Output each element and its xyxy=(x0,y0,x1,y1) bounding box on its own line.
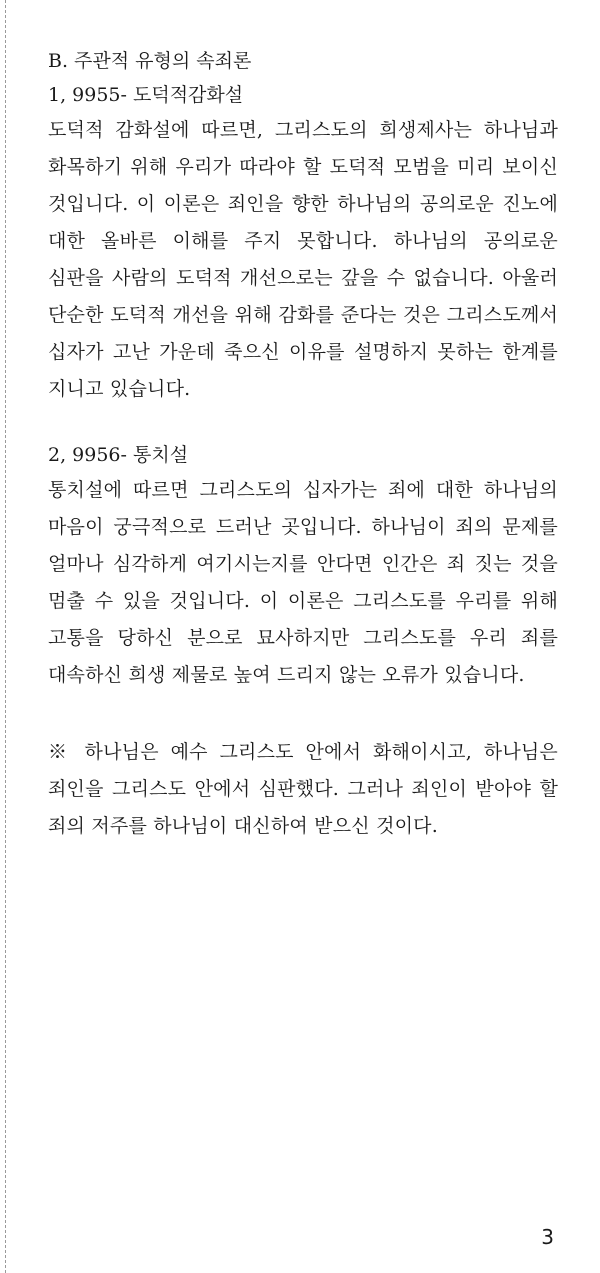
section-heading: B. 주관적 유형의 속죄론 xyxy=(48,50,252,72)
item-heading-moral-influence: 1, 9955- 도덕적감화설 xyxy=(48,84,244,106)
left-margin-rule xyxy=(5,0,6,1273)
paragraph-spacer xyxy=(48,408,558,438)
item-body-moral-influence: 도덕적 감화설에 따르면, 그리스도의 희생제사는 하나님과 화목하기 위해 우리가 따라야 할 도덕적 모범을 미리 보이신 것입니다. 이 이론은 죄인을 향한 하나님의 공의로운 진노에 대한 올바른 이해를 주지 못합니다. 하나님의 공의로운 심판을 사람의 도덕적 개선으로는 갚을 수 없습니다. 아울러 단순한 도덕적 개선을 위해 감화를 준다는 것은 그리스도께서 십자가 고난 가운데 죽으신 이유를 설명하지 못하는 한계를 지니고 있습니다. xyxy=(48,119,558,400)
document-page xyxy=(48,44,558,845)
paragraph-spacer xyxy=(48,694,558,734)
item-heading-governmental: 2, 9956- 통치설 xyxy=(48,444,189,466)
note-paragraph: ※ 하나님은 예수 그리스도 안에서 화해이시고, 하나님은 죄인을 그리스도 안에서 심판했다. 그러나 죄인이 받아야 할 죄의 저주를 하나님이 대신하여 받으신 것이다. xyxy=(48,741,558,837)
item-body-governmental: 통치설에 따르면 그리스도의 십자가는 죄에 대한 하나님의 마음이 궁극적으로 드러난 곳입니다. 하나님이 죄의 문제를 얼마나 심각하게 여기시는지를 안다면 인간은 죄 짓는 것을 멈출 수 있을 것입니다. 이 이론은 그리스도를 우리를 위해 고통을 당하신 분으로 묘사하지만 그리스도를 우리 죄를 대속하신 희생 제물로 높여 드리지 않는 오류가 있습니다. xyxy=(48,479,558,686)
page-number: 3 xyxy=(541,1225,554,1249)
